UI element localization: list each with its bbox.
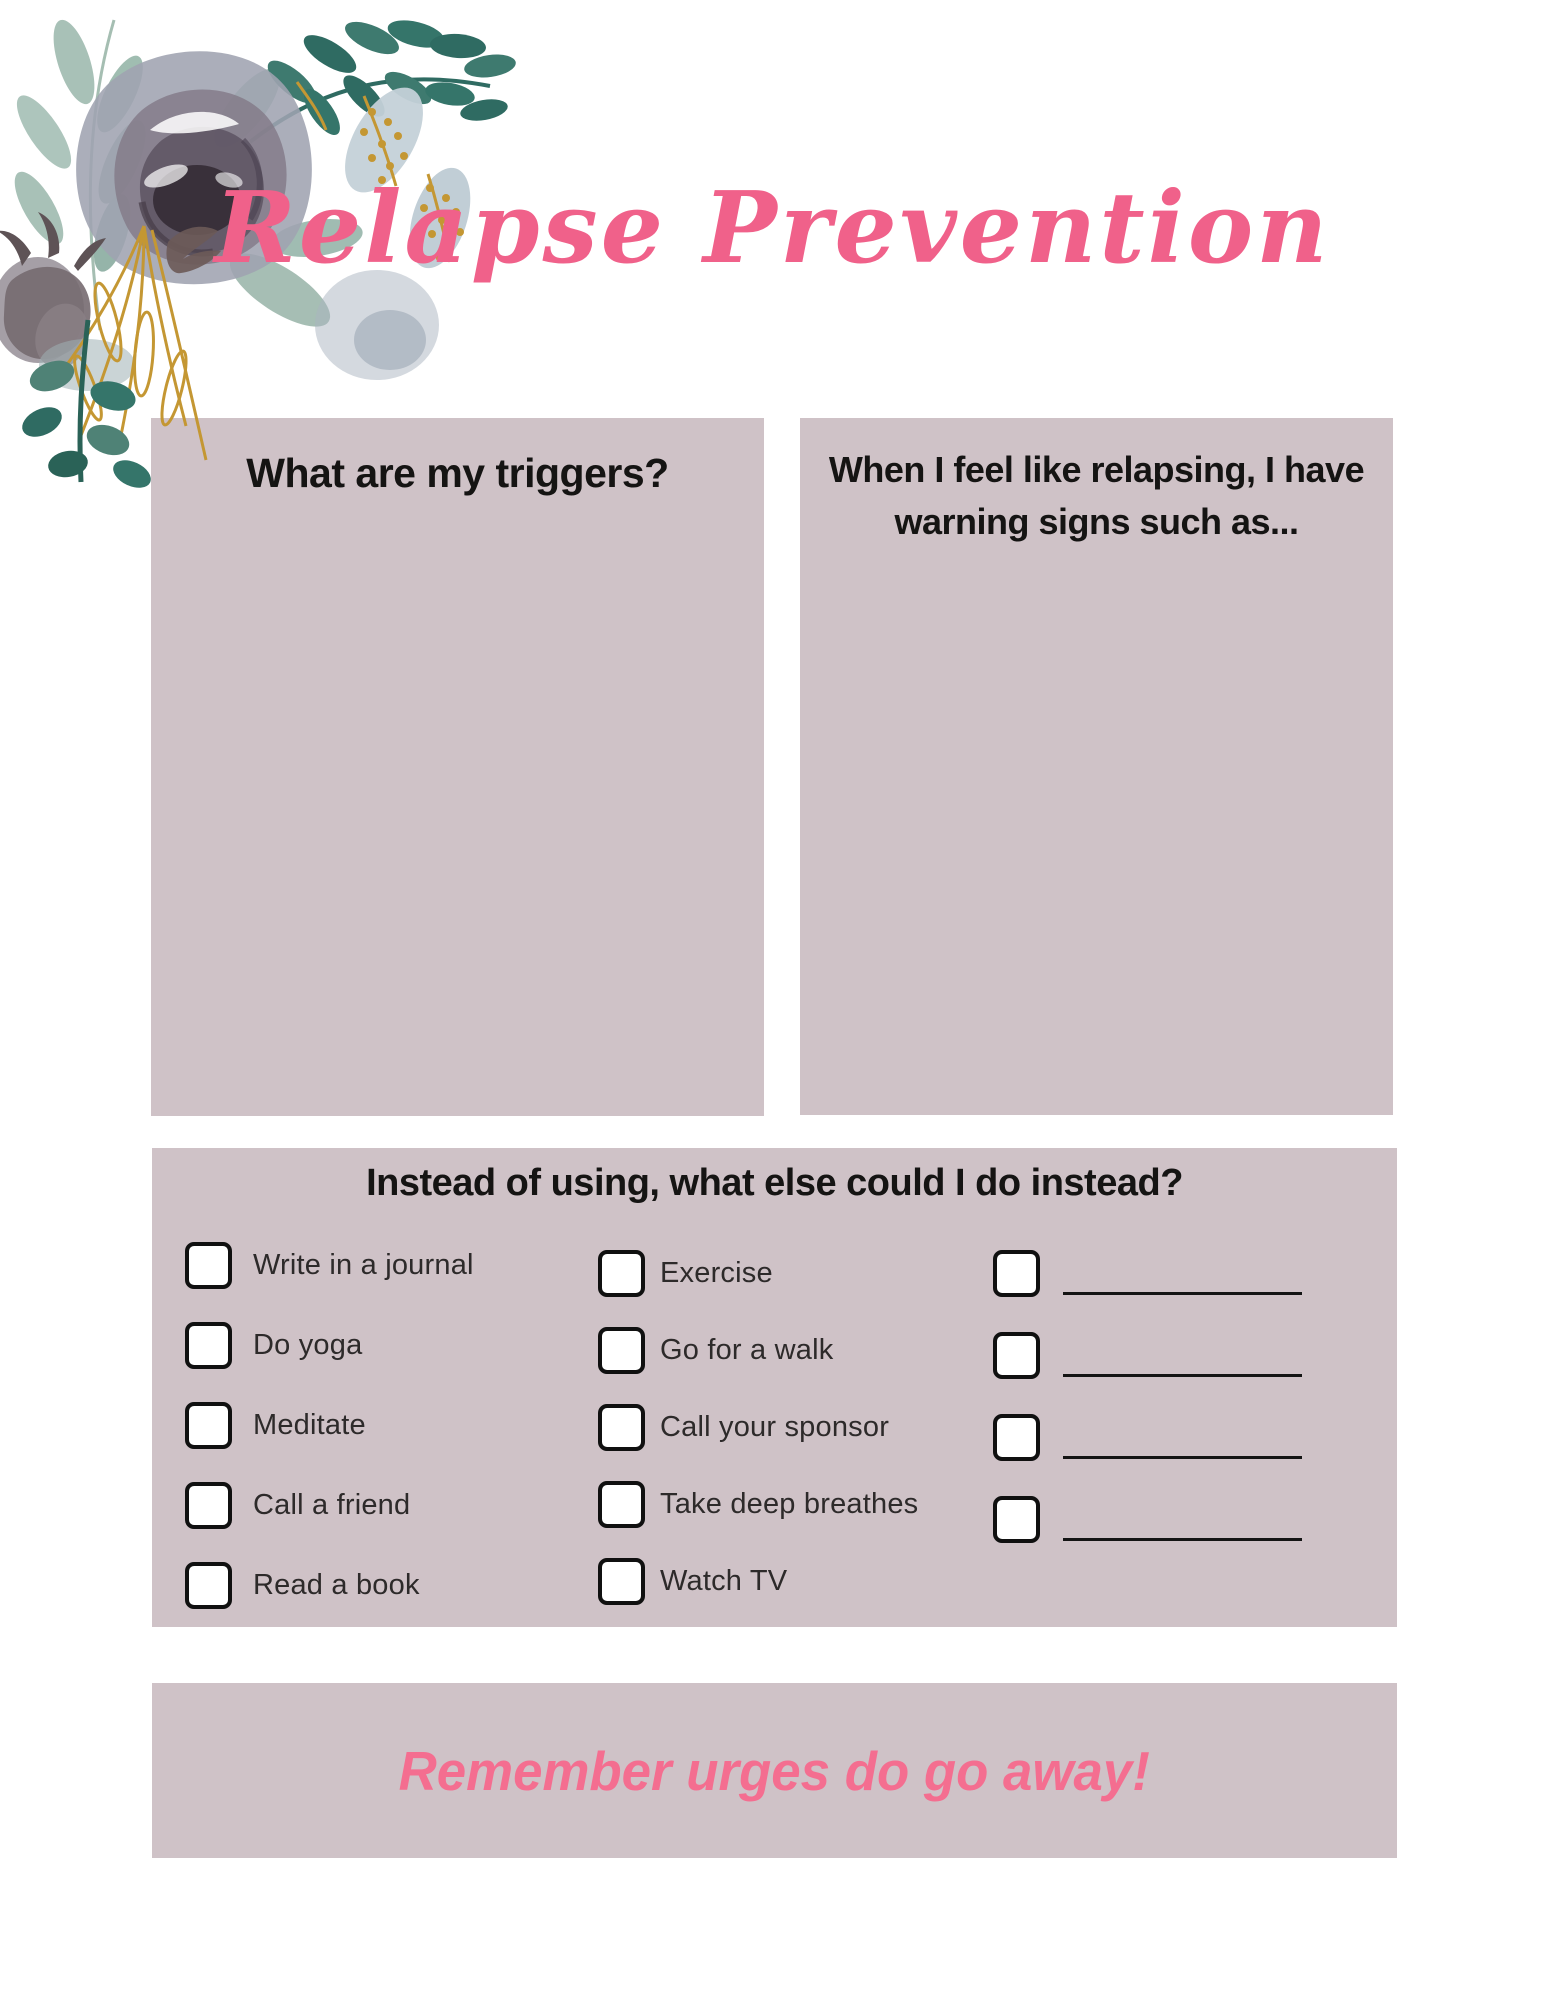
checkbox[interactable]: [598, 1404, 645, 1451]
checklist-item-blank: [993, 1496, 1302, 1543]
checklist-column-3: [993, 1250, 1302, 1543]
checkbox[interactable]: [185, 1562, 232, 1609]
checklist-item: [185, 1562, 474, 1609]
blank-write-line[interactable]: [1063, 1374, 1302, 1377]
triggers-box: [151, 418, 764, 1116]
checklist-item-blank: [993, 1250, 1302, 1297]
blank-write-line[interactable]: [1063, 1456, 1302, 1459]
checkbox[interactable]: [598, 1558, 645, 1605]
checklist-item-blank: [993, 1414, 1302, 1461]
warning-signs-box: [800, 418, 1393, 1115]
checkbox[interactable]: [993, 1332, 1040, 1379]
checklist-label: Watch TV: [660, 1565, 788, 1597]
reminder-text: Remember urges do go away!: [398, 1739, 1151, 1802]
checkbox[interactable]: [598, 1481, 645, 1528]
checklist-label: Do yoga: [253, 1329, 363, 1361]
checklist-item: [185, 1322, 474, 1369]
checkbox[interactable]: [598, 1327, 645, 1374]
checkbox[interactable]: [598, 1250, 645, 1297]
checklist-item: [598, 1558, 918, 1605]
checklist-label: Read a book: [253, 1569, 420, 1601]
checklist-item-blank: [993, 1332, 1302, 1379]
checkbox[interactable]: [185, 1242, 232, 1289]
checkbox[interactable]: [185, 1482, 232, 1529]
checklist-item: [185, 1482, 474, 1529]
checklist-item: [598, 1327, 918, 1374]
checklist-label: Call your sponsor: [660, 1411, 890, 1443]
checklist-label: Go for a walk: [660, 1334, 834, 1366]
checklist-item: [598, 1250, 918, 1297]
checklist-label: Meditate: [253, 1409, 366, 1441]
reminder-banner: [152, 1683, 1397, 1858]
checklist-label: Call a friend: [253, 1489, 411, 1521]
blank-write-line[interactable]: [1063, 1292, 1302, 1295]
warning-signs-writing-area[interactable]: [800, 528, 1393, 1115]
checkbox[interactable]: [993, 1496, 1040, 1543]
page-title: Relapse Prevention: [214, 170, 1331, 286]
checklist-label: Take deep breathes: [660, 1488, 919, 1520]
checklist-label: Write in a journal: [253, 1249, 474, 1281]
checkbox[interactable]: [993, 1414, 1040, 1461]
blank-write-line[interactable]: [1063, 1538, 1302, 1541]
checklist-label: Exercise: [660, 1257, 773, 1289]
triggers-writing-area[interactable]: [151, 528, 764, 1116]
triggers-heading: What are my triggers?: [246, 450, 669, 496]
checklist-item: [598, 1481, 918, 1528]
alternatives-heading: Instead of using, what else could I do instead?: [366, 1162, 1183, 1204]
checklist-item: [185, 1402, 474, 1449]
checkbox[interactable]: [185, 1322, 232, 1369]
checkbox[interactable]: [993, 1250, 1040, 1297]
checklist-item: [185, 1242, 474, 1289]
checklist-column-2: [598, 1250, 918, 1605]
checkbox[interactable]: [185, 1402, 232, 1449]
checklist-item: [598, 1404, 918, 1451]
warning-signs-heading: When I feel like relapsing, I have warning signs such as...: [828, 449, 1365, 543]
alternatives-box: [152, 1148, 1397, 1627]
checklist-column-1: [185, 1242, 474, 1609]
